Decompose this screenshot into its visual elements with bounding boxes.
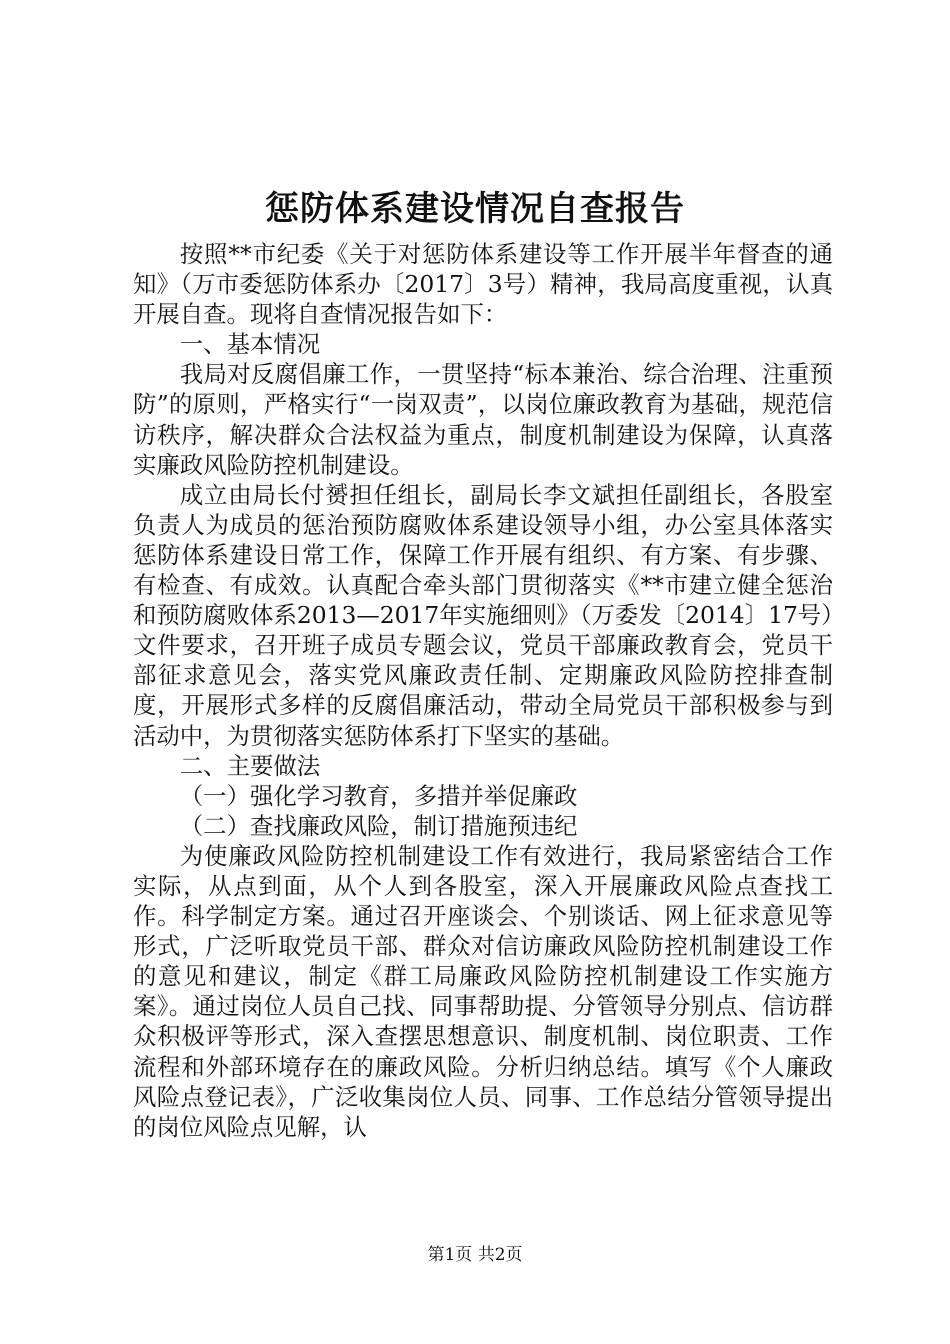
basic-situation-paragraph: 我局对反腐倡廉工作，一贯坚持“标本兼治、综合治理、注重预防”的原则，严格实行“一岗双责”，以岗位廉政教育为基础，规范信访秩序，解决群众合法权益为重点，制度机制建设为保障，认真落实廉政风险防控机制建设。 (133, 360, 833, 479)
intro-paragraph: 按照**市纪委《关于对惩防体系建设等工作开展半年督查的通知》（万市委惩防体系办〔2017〕3号）精神，我局高度重视，认真开展自查。现将自查情况报告如下： (133, 240, 833, 329)
document-body (133, 239, 833, 1142)
subsection-heading-study-education: （一）强化学习教育，多措并举促廉政 (179, 781, 578, 810)
risk-finding-paragraph: 为使廉政风险防控机制建设工作有效进行，我局紧密结合工作实际，从点到面，从个人到各股室，深入开展廉政风险点查找工作。科学制定方案。通过召开座谈会、个别谈话、网上征求意见等形式，广泛听取党员干部、群众对信访廉政风险防控机制建设工作的意见和建议，制定《群工局廉政风险防控机制建设工作实施方案》。通过岗位人员自己找、同事帮助提、分管领导分别点、信访群众积极评等形式，深入查摆思想意识、制度机制、岗位职责、工作流程和外部环境存在的廉政风险。分析归纳总结。填写《个人廉政风险点登记表》，广泛收集岗位人员、同事、工作总结分管领导提出的岗位风险点见解，认 (133, 841, 833, 1141)
subsection-heading-risk-finding: （二）查找廉政风险，制订措施预违纪 (179, 811, 578, 840)
leadership-group-paragraph: 成立由局长付赟担任组长，副局长李文斌担任副组长，各股室负责人为成员的惩治预防腐败体系建设领导小组，办公室具体落实惩防体系建设日常工作，保障工作开展有组织、有方案、有步骤、有检查、有成效。认真配合牵头部门贯彻落实《**市建立健全惩治和预防腐败体系2013—2017年实施细则》（万委发〔2014〕17号）文件要求，召开班子成员专题会议，党员干部廉政教育会，党员干部征求意见会，落实党风廉政责任制、定期廉政风险防控排查制度，开展形式多样的反腐倡廉活动，带动全局党员干部积极参与到活动中，为贯彻落实惩防体系打下坚实的基础。 (133, 480, 833, 750)
section-heading-basic-situation: 一、基本情况 (179, 330, 321, 359)
document-title: 惩防体系建设情况自查报告 (265, 189, 685, 229)
page-number-footer: 第1页 共2页 (427, 1245, 523, 1265)
section-heading-main-practices: 二、主要做法 (179, 751, 321, 780)
